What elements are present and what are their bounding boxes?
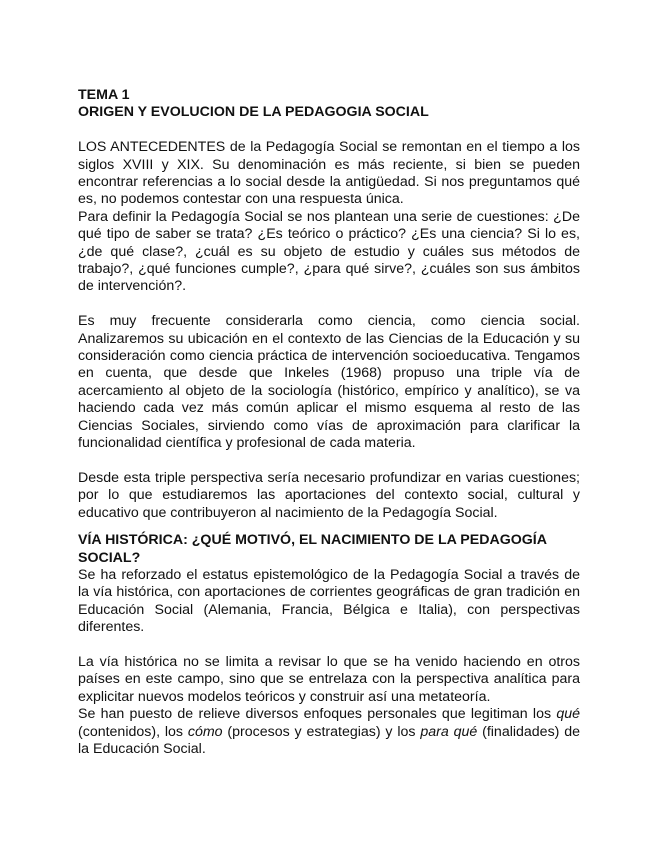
text-run: Se han puesto de relieve diversos enfoques personales que legitiman los (78, 706, 557, 723)
spacer (78, 522, 580, 532)
section-heading: VÍA HISTÓRICA: ¿QUÉ MOTIVÓ, EL NACIMIENTO DE LA PEDAGOGÍA SOCIAL? (78, 532, 547, 566)
document-title: ORIGEN Y EVOLUCION DE LA PEDAGOGIA SOCIAL (78, 104, 429, 121)
paragraph-estatus: Se ha reforzado el estatus epistemológico de la Pedagogía Social a través de la vía histórica, con aportaciones de corrientes geográficas de gran tradición en Educación Social (Alemania, Francia, Bélgica e Italia), con perspectivas diferentes. (78, 566, 580, 636)
spacer (78, 122, 580, 139)
paragraph-ciencia-social: Es muy frecuente considerarla como ciencia, como ciencia social. Analizaremos su ubicación en el contexto de las Ciencias de la Educación y su consideración como ciencia práctica de intervención socioeducativa. Tengamos en cuenta, que desde que Inkeles (1968) propuso una triple vía de acercamiento al objeto de la sociología (histórico, empírico y analítico), se va haciendo cada vez más común aplicar el mismo esquema al resto de las Ciencias Sociales, sirviendo como vías de aproximación para clarificar la funcionalidad científica y profesional de cada materia. (78, 313, 580, 452)
italic-run: qué (556, 706, 580, 723)
paragraph-cuestiones: Para definir la Pedagogía Social se nos plantean una serie de cuestiones: ¿De qué tipo de saber se trata? ¿Es teórico o práctico? ¿Es una ciencia? Si lo es, ¿de qué clase?, ¿cuál es su objeto de estudio y cuáles sus métodos de trabajo?, ¿qué funciones cumple?, ¿para qué sirve?, ¿cuáles son sus ámbitos de intervención?. (78, 208, 580, 295)
paragraph-via-historica: La vía histórica no se limita a revisar lo que se ha venido haciendo en otros países en este campo, sino que se entrelaza con la perspectiva analítica para explicitar nuevos modelos teóricos y construir así una metateoría. (78, 653, 580, 705)
document-body (78, 87, 580, 758)
text-run: (procesos y estrategias) y los (222, 723, 421, 740)
text-run: (finalidades) de la Educación Social. (78, 723, 581, 757)
spacer (78, 637, 580, 654)
paragraph-triple-perspectiva: Desde esta triple perspectiva sería necesario profundizar en varias cuestiones; por lo que estudiaremos las aportaciones del contexto social, cultural y educativo que contribuyeron al nacimiento de la Pedagogía Social. (78, 469, 580, 521)
tema-label: TEMA 1 (78, 87, 130, 103)
italic-run: para qué (420, 723, 478, 740)
italic-run: cómo (187, 723, 223, 740)
spacer (78, 296, 580, 313)
spacer (78, 453, 580, 470)
text-run: (contenidos), los (78, 723, 188, 740)
paragraph-antecedentes: LOS ANTECEDENTES de la Pedagogía Social se remontan en el tiempo a los siglos XVIII y XIX. Su denominación es más reciente, si bien se pueden encontrar referencias a lo social desde la antigüedad. Si nos preguntamos qué es, no podemos contestar con una respuesta única. (78, 139, 580, 208)
paragraph-enfoques (78, 706, 580, 758)
